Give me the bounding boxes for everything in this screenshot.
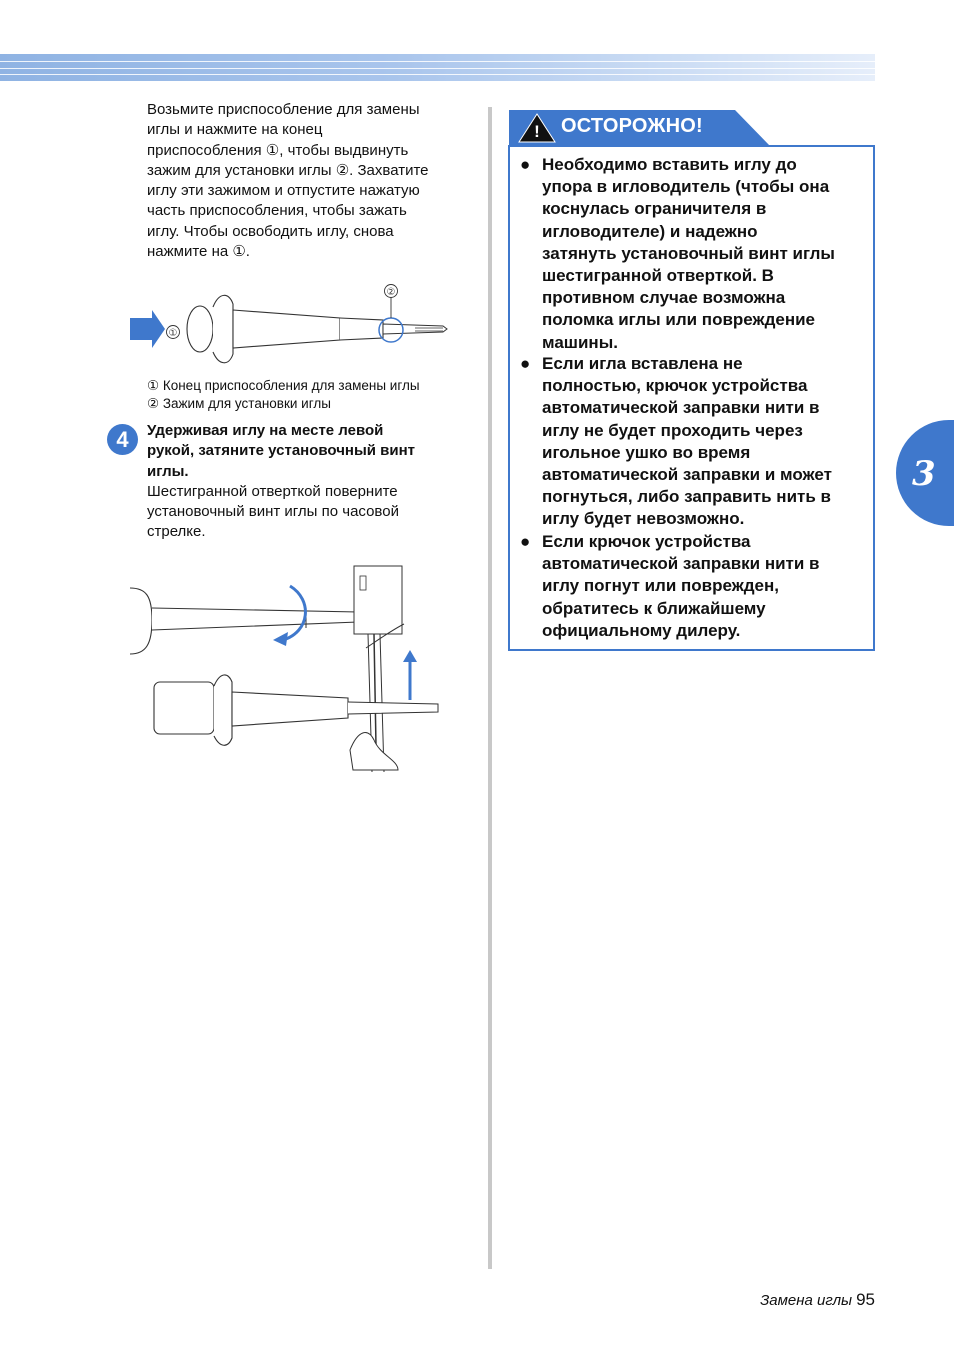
caution-line: автоматической заправки и может [542, 465, 832, 485]
intro-line: иглу. Чтобы освободить иглу, снова [147, 222, 394, 240]
screwdriver-shaft [152, 608, 358, 630]
chapter-number: 3 [912, 454, 936, 494]
caution-line: поломка иглы или повреждение [542, 310, 815, 330]
intro-line: нажмите на ①. [147, 243, 250, 261]
step-instruction: рукой, затяните установочный винт [147, 442, 416, 460]
caution-line: погнуться, либо заправить нить в [542, 487, 831, 507]
caution-line: коснулась ограничителя в [542, 199, 767, 219]
caution-line: упора в игловодитель (чтобы она [542, 177, 830, 197]
intro-line: иглу эти зажимом и отпустите нажатую [147, 182, 420, 200]
caution-line: противном случае возможна [542, 288, 786, 308]
bullet-icon: ● [520, 155, 531, 174]
caution-line: иглу погнут или поврежден, [542, 576, 780, 596]
bullet-icon: ● [520, 354, 531, 373]
footer-section-title: Замена иглы [760, 1292, 853, 1309]
step-number-badge: 4 [107, 424, 138, 455]
step-detail: стрелке. [147, 523, 206, 541]
caution-line: официальному дилеру. [542, 620, 741, 640]
caution-line: автоматической заправки нити в [542, 554, 820, 574]
caution-line: Если крючок устройства [542, 532, 751, 551]
step-4-text [147, 421, 467, 543]
step-instruction: иглы. [147, 462, 189, 480]
bullet-icon: ● [520, 532, 531, 551]
callout-1-label: ① [168, 328, 178, 339]
needle-changer-figure [125, 280, 455, 380]
caution-line: обратитесь к ближайшему [542, 598, 766, 618]
caution-line: иглу не будет проходить через [542, 420, 803, 440]
page-number: 95 [856, 1290, 875, 1309]
intro-line: Возьмите приспособление для замены [147, 101, 420, 118]
intro-line: приспособления ①, чтобы выдвинуть [147, 141, 409, 159]
caution-line: игольное ушко во время [542, 442, 751, 462]
caution-line: иглу будет невозможно. [542, 509, 745, 529]
caution-line: шестигранной отверткой. В [542, 266, 774, 286]
tighten-screw-figure [128, 560, 448, 775]
step-instruction: Удерживая иглу на месте левой [147, 422, 384, 439]
tool-end-cap [187, 306, 213, 352]
caution-title: ОСТОРОЖНО! [561, 115, 703, 137]
push-arrow-icon [130, 310, 165, 348]
caution-line: Если игла вставлена не [542, 354, 743, 373]
column-divider [488, 107, 492, 1269]
figure-legend [147, 377, 420, 413]
caution-line: полностью, крючок устройства [542, 376, 808, 396]
legend-item: ② Зажим для установки иглы [147, 396, 331, 411]
caution-line: Необходимо вставить иглу до [542, 155, 797, 174]
step-detail: установочный винт иглы по часовой [147, 503, 399, 521]
tool-flange [213, 295, 233, 362]
intro-line: зажим для установки иглы ②. Захватите [147, 161, 429, 179]
caution-line: затянуть установочный винт иглы [542, 243, 835, 263]
caution-line: машины. [542, 332, 618, 352]
needle-clamp [383, 324, 447, 334]
legend-item: ① Конец приспособления для замены иглы [147, 378, 420, 393]
callout-2-label: ② [386, 287, 396, 298]
changer-cap [154, 682, 214, 734]
push-up-arrow-icon [403, 650, 417, 662]
tool-handle [233, 310, 340, 348]
page-footer [760, 1290, 875, 1310]
step-detail: Шестигранной отверткой поверните [147, 482, 398, 500]
changer-handle [232, 692, 348, 726]
header-band [0, 54, 875, 81]
caution-line: игловодителе) и надежно [542, 221, 758, 241]
intro-line: иглы и нажмите на конец [147, 121, 323, 139]
intro-paragraph [147, 100, 477, 262]
tool-shaft [340, 318, 383, 340]
caution-line: автоматической заправки нити в [542, 398, 820, 418]
intro-line: часть приспособления, чтобы зажать [147, 202, 407, 220]
presser-foot [350, 733, 398, 770]
svg-text:!: ! [534, 122, 540, 141]
